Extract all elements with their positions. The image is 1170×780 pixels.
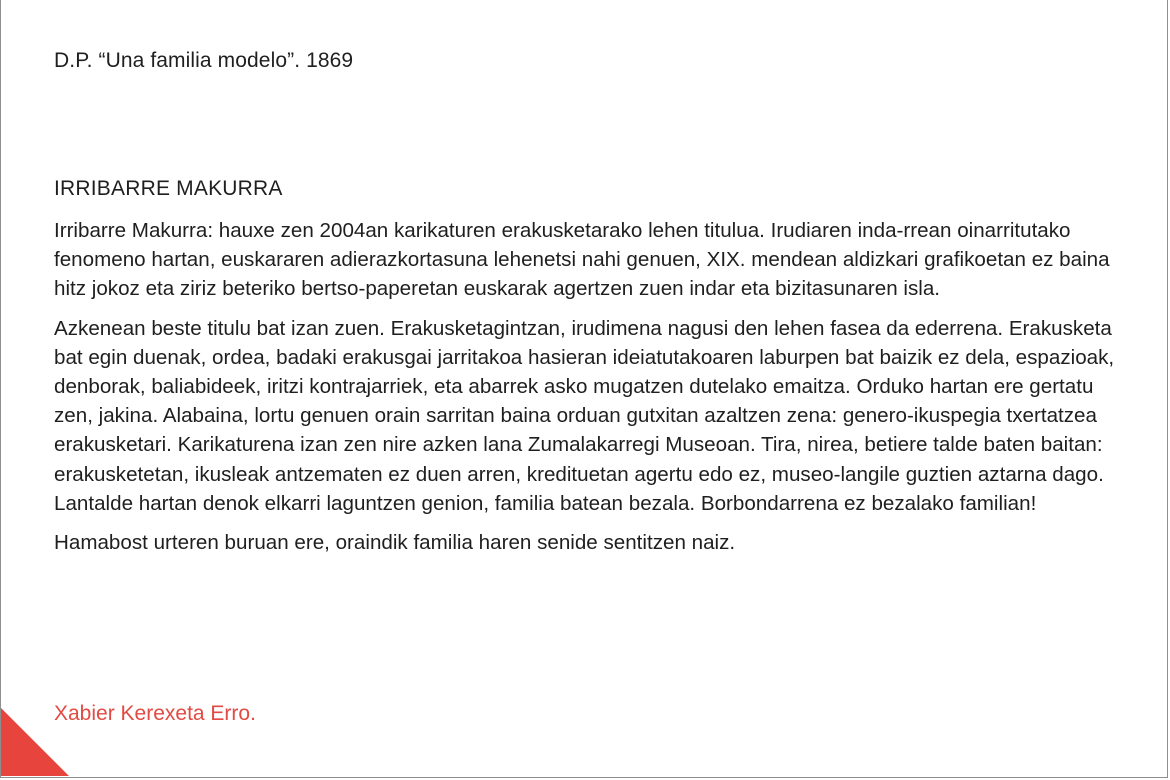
author-signature: Xabier Kerexeta Erro. [54,702,256,725]
article-body [54,216,1124,567]
caption-title: “Una familia modelo”. 1869 [92,49,354,72]
paragraph-3: Hamabost urteren buruan ere, oraindik familia haren senide sentitzen naiz. [54,531,736,555]
image-caption [54,49,353,73]
paragraph-1: Irribarre Makurra: hauxe zen 2004an karikaturen erakusketarako lehen titulua. Irudiaren inda-rrean oinarritutako fenomeno hartan, euskararen adierazkortasuna lehenetsi nahi genuen, XIX. mendean aldizkari grafikoetan ez baina hitz jokoz eta ziriz beteriko bertso-paperetan euskarak agertzen zuen indar eta bizitasunaren isla. [54,219,1110,301]
caption-label: D.P. [54,49,93,72]
section-heading: IRRIBARRE MAKURRA [54,177,283,200]
corner-decoration [1,708,69,776]
paragraph-2: Azkenean beste titulu bat izan zuen. Erakusketagintzan, irudimena nagusi den lehen fasea da ederrena. Erakusketa bat egin duenak, ordea, badaki erakusgai jarritakoa hasieran ideiatutakoaren laburpen bat baizik ez dela, espazioak, denborak, baliabideek, iritzi kontrajarriek, eta abarrek asko mugatzen dutelako emaitza. Orduko hartan ere gertatu zen, jakina. Alabaina, lortu genuen orain sarritan baina orduan gutxitan azaltzen zena: genero-ikuspegia txertatzea erakusketari. Karikaturena izan zen nire azken lana Zumalakarregi Museoan. Tira, nirea, betiere talde baten baitan: erakusketetan, ikusleak antzematen ez duen arren, kredituetan agertu edo ez, museo-langile guztien aztarna dago. Lantalde hartan denok elkarri laguntzen genion, familia batean bezala. Borbondarrena ez bezalako familian! [54,316,1115,515]
